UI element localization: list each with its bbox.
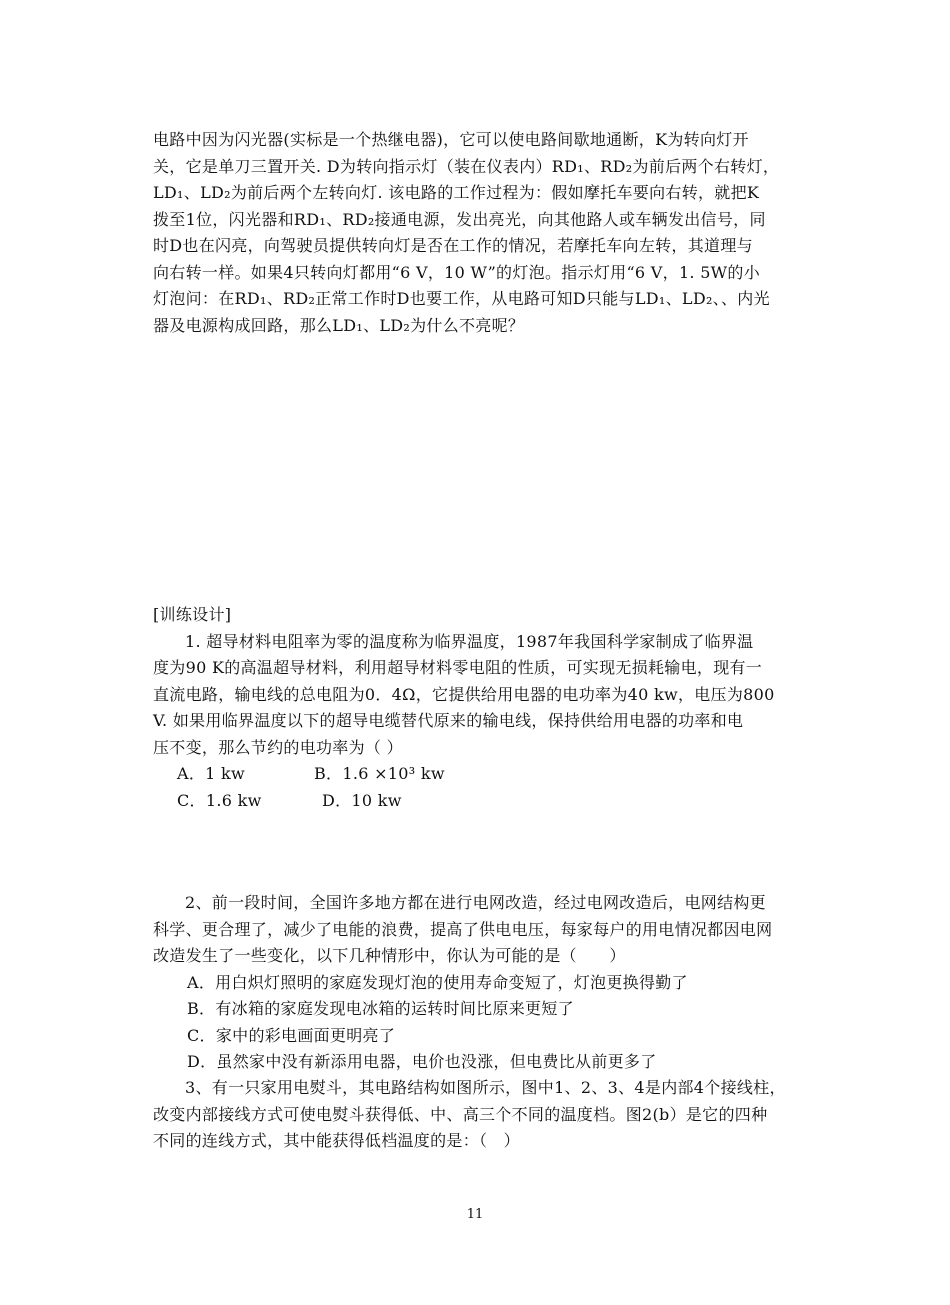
intro-line-3: LD₁、LD₂为前后两个左转向灯. 该电路的工作过程为：假如摩托车要向右转，就把K <box>153 183 760 202</box>
intro-line-5: 时D也在闪亮，向驾驶员提供转向灯是否在工作的情况，若摩托车向左转，其道理与 <box>153 236 753 255</box>
q1-line-5: 压不变，那么节约的电功率为（ ） <box>153 737 403 757</box>
q2-line-2: 科学、更合理了，减少了电能的浪费，提高了供电电压，每家每户的用电情况都因电网 <box>153 919 773 939</box>
q2-option-a: A．用白炽灯照明的家庭发现灯泡的使用寿命变短了，灯泡更换得勤了 <box>187 972 688 992</box>
q1-option-a: A．1 kw <box>177 764 246 783</box>
question-2 <box>153 890 803 1076</box>
section-heading: [训练设计] <box>153 605 232 624</box>
training-section <box>153 602 803 814</box>
intro-line-8: 器及电源构成回路，那么LD₁、LD₂为什么不亮呢？ <box>153 315 525 335</box>
q1-line-2: 度为90 K的高温超导材料，利用超导材料零电阻的性质，可实现无损耗输电，现有一 <box>153 658 763 677</box>
q2-line-3: 改造发生了一些变化，以下几种情形中，你认为可能的是（ ） <box>153 946 626 965</box>
q1-line-3: 直流电路，输电线的总电阻为0．4Ω，它提供给用电器的电功率为40 kw，电压为800 <box>153 684 775 704</box>
q3-line-2: 改变内部接线方式可使电熨斗获得低、中、高三个不同的温度档。图2(b）是它的四种 <box>153 1104 768 1124</box>
q3-line-3: 不同的连线方式，其中能获得低档温度的是：（ ） <box>153 1131 520 1150</box>
intro-line-2: 关，它是单刀三置开关. D为转向指示灯（装在仪表内）RD₁、RD₂为前后两个右转灯， <box>153 156 780 176</box>
q2-option-d: D．虽然家中没有新添用电器，电价也没涨，但电费比从前更多了 <box>187 1052 657 1071</box>
q3-line-1: 3、有一只家用电熨斗，其电路结构如图所示，图中1、2、3、4是内部4个接线柱， <box>185 1078 786 1097</box>
page-number: 11 <box>466 1207 484 1222</box>
intro-line-6: 向右转一样。如果4只转向灯都用“6 V，10 W”的灯泡。指示灯用“6 V，1. 5W的小 <box>153 262 761 282</box>
question-1 <box>153 629 803 815</box>
q1-option-d: D．10 kw <box>322 790 402 810</box>
q1-line-1: 1. 超导材料电阻率为零的温度称为临界温度，1987年我国科学家制成了临界温 <box>185 631 754 651</box>
q2-option-c: C．家中的彩电画面更明亮了 <box>187 1025 396 1045</box>
q1-option-b: B．1.6 ×10³ kw <box>314 764 445 783</box>
q2-option-b: B．有冰箱的家庭发现电冰箱的运转时间比原来更短了 <box>187 999 574 1018</box>
q1-option-c: C．1.6 kw <box>177 790 262 810</box>
q1-options-row-1 <box>153 761 803 788</box>
q1-options-row-2 <box>153 788 803 815</box>
intro-paragraph <box>153 127 803 339</box>
intro-line-4: 拨至1位，闪光器和RD₁、RD₂接通电源，发出亮光，向其他路人或车辆发出信号，同 <box>153 209 766 229</box>
q1-line-4: V. 如果用临界温度以下的超导电缆替代原来的输电线，保持供给用电器的功率和电 <box>153 711 744 730</box>
intro-line-7: 灯泡问：在RD₁、RD₂正常工作时D也要工作，从电路可知D只能与LD₁、LD₂、、内光 <box>153 289 770 308</box>
intro-line-1: 电路中因为闪光器(实标是一个热继电器)，它可以使电路间歇地通断，K为转向灯开 <box>153 130 749 149</box>
q2-line-1: 2、前一段时间，全国许多地方都在进行电网改造，经过电网改造后，电网结构更 <box>185 893 766 912</box>
question-3 <box>153 1075 803 1155</box>
